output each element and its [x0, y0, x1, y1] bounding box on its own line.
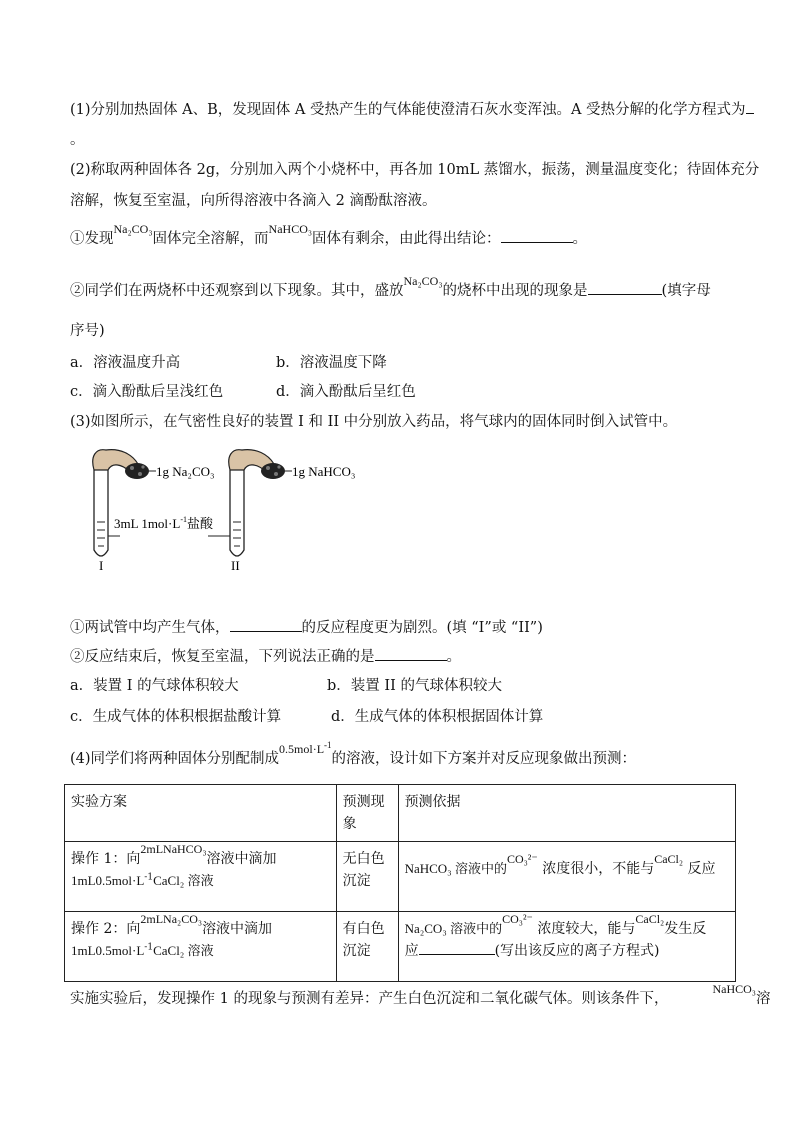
row2-ionic-equation-blank[interactable] — [419, 940, 495, 955]
q1-text: (1)分别加热固体 A、B，发现固体 A 受热产生的气体能使澄清石灰水变浑浊。A 受热分解的化学方程式为 — [70, 102, 746, 118]
formula-nahco3: NaHCO₃ — [712, 982, 756, 996]
q3-sub2-prefix: ②反应结束后，恢复至室温，下列说法正确的是 — [70, 649, 375, 665]
balloon-ii — [229, 450, 285, 479]
q2-sub1-end: 。 — [572, 231, 588, 247]
experiment-table — [64, 784, 736, 982]
test-tube-ii — [230, 470, 244, 556]
row2-phenomenon: 有白色沉淀 — [336, 912, 398, 982]
formula-nahco3: NaHCO₃ — [268, 222, 313, 236]
header-plan: 实验方案 — [65, 785, 337, 842]
q1-line1 — [70, 99, 754, 121]
footer-line — [70, 982, 771, 1010]
label-tube-i: I — [99, 558, 104, 573]
q4-prefix: (4)同学们将两种固体分别配制成 — [70, 751, 280, 767]
q2-sub2 — [70, 274, 711, 302]
label-na2co3-solid: 1g Na₂CO₃ — [156, 464, 215, 479]
balloon-i — [93, 450, 149, 479]
q1-answer-blank[interactable] — [746, 99, 754, 114]
q3-option-b: b．装置 II 的气球体积较大 — [327, 678, 502, 694]
test-tube-i — [94, 470, 108, 556]
row1-basis: NaHCO₃ 溶液中的CO₃²⁻ 浓度很小，不能与CaCl₂ 反应 — [398, 842, 735, 912]
q2-sub1 — [70, 222, 588, 250]
formula-na2co3: Na₂CO₃ — [113, 222, 153, 236]
q2-sub2-blank[interactable] — [588, 280, 662, 295]
q1-line2: 。 — [70, 132, 85, 148]
row2-plan: 操作 2：向2mLNa₂CO₃溶液中滴加 $1mL0.5mol\cdot L^{-1}CaCl_2$ 溶液 — [65, 912, 337, 982]
q2-line2: 溶解，恢复至室温，向所得溶液中各滴入 2 滴酚酞溶液。 — [70, 193, 437, 209]
q2-sub2-prefix: ②同学们在两烧杯中还观察到以下现象。其中，盛放 — [70, 283, 404, 299]
q3-option-c: c．生成气体的体积根据盐酸计算 — [70, 709, 282, 725]
row2-basis: Na₂CO₃ 溶液中的CO₃²⁻ 浓度较大，能与CaCl₂发生反 应 (写出该反应的离子方程式) — [398, 912, 735, 982]
q2-sub1-suffix: 固体有剩余，由此得出结论： — [312, 231, 501, 247]
q4-line — [70, 740, 637, 770]
q2-sub2-suffix: 的烧杯中出现的现象是 — [442, 283, 588, 299]
label-hcl: 3mL $1mol\cdot L^{-1}$盐酸 — [114, 515, 214, 532]
q2-sub1-blank[interactable] — [501, 228, 573, 243]
header-phenomenon: 预测现象 — [336, 785, 398, 842]
q3-sub1-prefix: ①两试管中均产生气体， — [70, 620, 230, 636]
footer-text: 实施实验后，发现操作 1 的现象与预测有差异：产生白色沉淀和二氧化碳气体。则该条件下， — [70, 991, 669, 1007]
q2-sub2-tail: (填字母 — [661, 283, 711, 299]
table-header-row — [65, 785, 736, 842]
row1-phenomenon: 无白色沉淀 — [336, 842, 398, 912]
q2-line1: (2)称取两种固体各 2g，分别加入两个小烧杯中，再各加 10mL 蒸馏水，振荡，测量温度变化；待固体充分 — [70, 162, 760, 178]
formula-na2co3: Na₂CO₃ — [403, 274, 443, 288]
q3-sub2 — [70, 646, 461, 668]
q2-sub2-line2: 序号) — [70, 323, 105, 339]
q3-sub2-blank[interactable] — [375, 646, 447, 661]
q2-option-d: d．滴入酚酞后呈红色 — [276, 384, 416, 400]
q2-option-a: a．溶液温度升高 — [70, 355, 181, 371]
row1-plan: 操作 1：向2mLNaHCO₃溶液中滴加 $1mL0.5mol\cdot L^{-1}CaCl_2$ 溶液 — [65, 842, 337, 912]
q2-option-c: c．滴入酚酞后呈浅红色 — [70, 384, 224, 400]
q3-sub1-suffix: 的反应程度更为剧烈。(填 “I”或 “II”) — [301, 620, 543, 636]
footer-tail: 溶 — [755, 991, 771, 1007]
q2-option-b: b．溶液温度下降 — [276, 355, 387, 371]
q3-line1: (3)如图所示，在气密性良好的装置 I 和 II 中分别放入药品，将气球内的固体同时倒入试管中。 — [70, 414, 678, 430]
q2-sub1-mid: 固体完全溶解，而 — [152, 231, 269, 247]
q3-sub1-blank[interactable] — [230, 617, 302, 632]
q3-sub1 — [70, 617, 543, 639]
q3-option-d: d．生成气体的体积根据固体计算 — [331, 709, 544, 725]
apparatus-figure — [80, 440, 380, 575]
q4-suffix: 的溶液，设计如下方案并对反应现象做出预测： — [331, 751, 637, 767]
table-row — [65, 912, 736, 982]
q2-sub1-prefix: ①发现 — [70, 231, 114, 247]
label-nahco3-solid: 1g NaHCO₃ — [292, 464, 356, 479]
label-tube-ii: II — [231, 558, 240, 573]
header-basis: 预测依据 — [398, 785, 735, 842]
q3-option-a: a．装置 I 的气球体积较大 — [70, 678, 239, 694]
q3-sub2-end: 。 — [446, 649, 461, 665]
q4-concentration: 0.5mol·L-1 — [279, 740, 332, 756]
table-row — [65, 842, 736, 912]
